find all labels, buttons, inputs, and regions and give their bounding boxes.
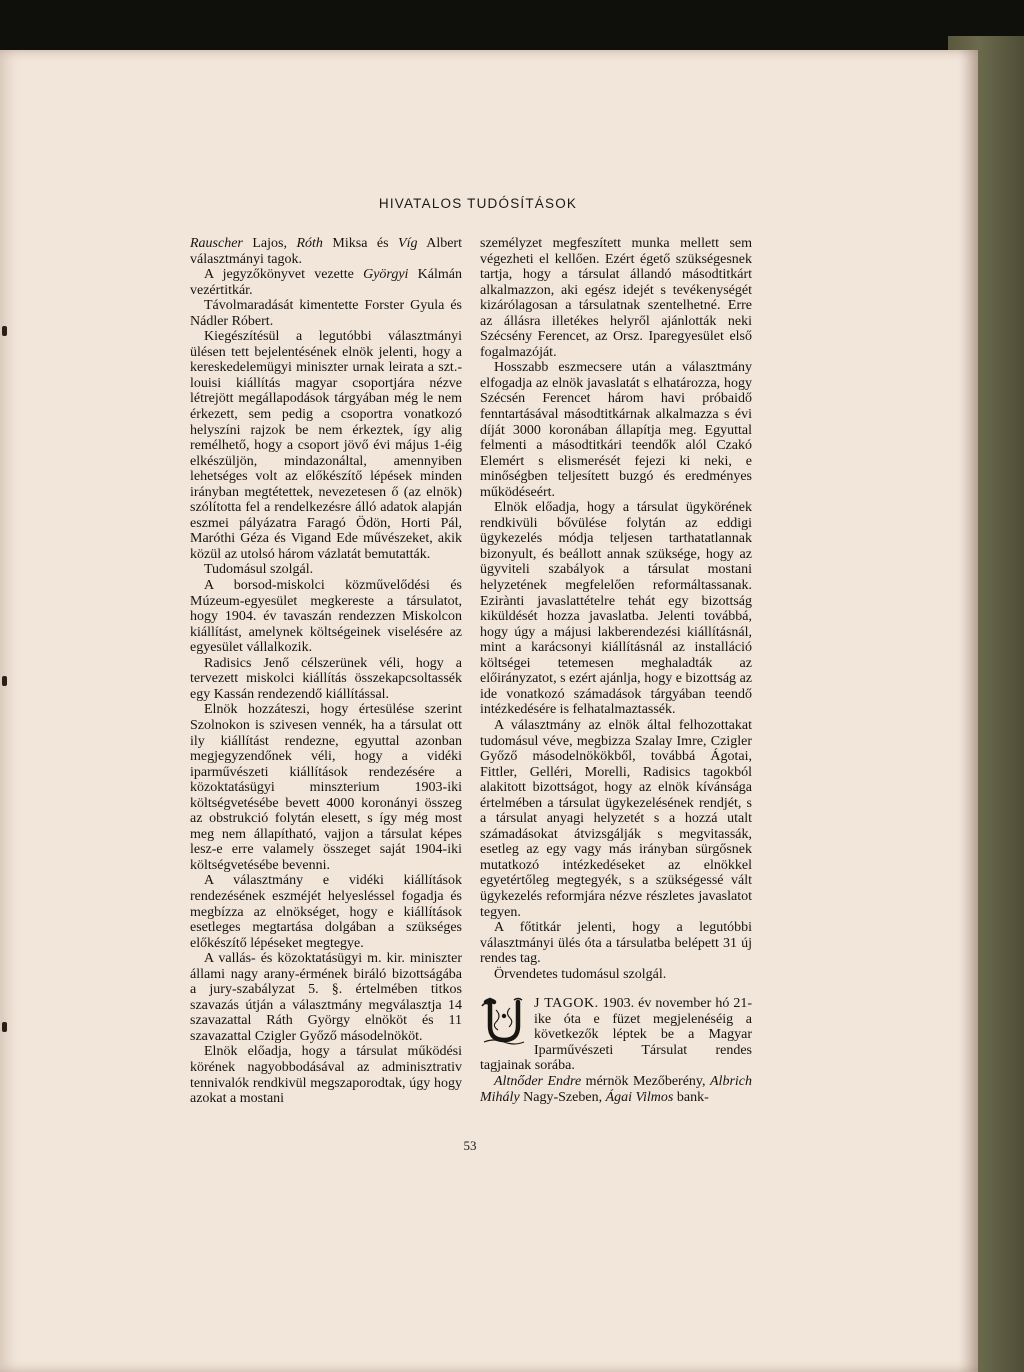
paragraph <box>190 236 462 267</box>
paragraph: Hosszabb eszmecsere után a választmány elfogadja az elnök javaslatát s elhatározza, hogy Szécsén Ferencet három havi próbaidő fenntartásával másodtitkárnak alkalmazza s évi díját 3000 koronában állapítja meg. Egyuttal felmenti a másodtitkári teendők alól Czakó Elemért s elismerését fejezi ki neki, e minőségben teljesített buzgó és eredményes működéseért. <box>480 360 752 500</box>
new-members-section <box>480 996 752 1074</box>
paragraph: Távolmaradását kimentette Forster Gyula és Nádler Róbert. <box>190 298 462 329</box>
person-name: Györgyi <box>363 267 409 283</box>
paragraph: A választmány e vidéki kiállítások rendezésének eszméjét helyesléssel fogadja és megbízza az elnökséget, hogy e kiállítások esetleges megtartása dolgában a szükséges előkészítő lépéseket megtegye. <box>190 873 462 951</box>
text-run: Miksa és <box>322 236 399 251</box>
text-run: Albert választmányi tagok. <box>190 236 462 267</box>
page-number: 53 <box>463 1138 477 1153</box>
paragraph: A főtitkár jelenti, hogy a legutóbbi választmányi ülés óta a társulatba belépett 31 új rendes tag. <box>480 920 752 967</box>
paragraph: Elnök előadja, hogy a társulat ügykörének rendkivüli bővülése folytán az eddigi ügykezelés módja teljesen tarthatatlannak bizonyult, és beállott annak szüksége, hogy az ügyviteli szabályok a társulat mostani helyzetének megfelelően reformáltassanak. Ezirànti javaslattételre tehát egy bizottság kiküldését hozza javaslatba. Jelenti továbbá, hogy úgy a májusi lakberendezési kiállításnál, mint a karácsonyi kiállításnál az installáció költségei tetemesen meghaladták az előirányzatot, s ezért ajánlja, hogy e bizottság az ide vonatkozó számadások tárgyában teendő intézkedésére is felhatalmaztassék. <box>480 500 752 718</box>
person-name: Altnőder Endre <box>494 1073 582 1089</box>
paragraph <box>190 267 462 298</box>
person-name: Rauscher <box>190 236 243 251</box>
margin-mark <box>2 676 7 686</box>
person-name: Albrich Mihály <box>480 1073 752 1105</box>
text-run: Kálmán vezértitkár. <box>190 267 462 298</box>
text-run: Nagy-Szeben, <box>519 1089 606 1105</box>
person-name: Róth <box>296 236 323 251</box>
paragraph: A borsod-miskolci közművelődési és Múzeum-egyesület megkereste a társulatot, hogy 1904. év tavaszán rendezzen Miskolcon kiállítást, amelynek költségeinek viselésére az egyesület vállalkozik. <box>190 578 462 656</box>
section-title: J TAGOK. <box>534 996 599 1012</box>
person-name: Víg <box>398 236 418 251</box>
running-head: HIVATALOS TUDÓSÍTÁSOK <box>378 196 578 211</box>
text-run: mérnök Mezőberény, <box>581 1073 710 1089</box>
text-run: bank- <box>673 1089 709 1105</box>
paragraph: Elnök előadja, hogy a társulat működési körének nagyobbodásával az adminisztrativ tennivalók rendkivül megszaporodtak, úgy hogy azokat a mostani <box>190 1044 462 1107</box>
paragraph: Elnök hozzáteszi, hogy értesülése szerint Szolnokon is szivesen vennék, ha a társulat ott ily kiállítást rendezne, egyuttal azonban megjegyzendőnek véli, hogy a vidéki iparművészeti kiállítások rendezésére a közoktatásügyi minszterium 1903-iki költségvetésébe bevett 4000 koronányi összeg az obstrukció folytán elesett, s így még most meg nem állapítható, vajjon a társulat képes lesz-e erre valamely összeget saját 1904-iki költségvetésébe bevenni. <box>190 702 462 873</box>
margin-mark <box>2 326 7 336</box>
paragraph: Radisics Jenő célszerünek véli, hogy a tervezett miskolci kiállítás összekapcsoltassék egy Kassán rendezendő kiállítással. <box>190 655 462 702</box>
text-run: 1903. év november hó 21-ike óta e füzet megjelenéséig a következők léptek be a Magyar Iparművészeti Társulat rendes tagjainak sorába. <box>480 996 752 1074</box>
person-name: Ágai Vilmos <box>605 1089 674 1105</box>
text-run: A jegyzőkönyvet vezette <box>204 267 364 283</box>
margin-mark <box>2 1022 7 1032</box>
members-list <box>480 1074 752 1105</box>
right-column <box>480 236 752 1105</box>
gutter-shadow <box>958 50 978 1372</box>
text-run: Lajos, <box>242 236 297 251</box>
paragraph: Kiegészítésül a legutóbbi választmányi ülésen tett bejelentésének elnök jelenti, hogy a kereskedelemügyi miniszter urnak leirata a szt.-louisi kiállítás magyar csoportjára nézve létrejött megállapodások tárgyában még le nem érkezett, sem pedig a csoportra vonatkozó helyszíni rajzok be nem érkeztek, így alig remélhető, hogy a csoport jövő évi május 1-éig elkészüljön, mindazonáltal, amennyiben lehetséges volt az előkészítő lépések minden irányban megtétettek, nevezetesen ő (az elnök) szólította fel a rendelkezésre álló adatok alapján eszmei pályázatra Faragó Ödön, Horti Pál, Maróthi Géza és Vigand Ede művészeket, akik közül az utolsó három vázlatát bemutatták. <box>190 329 462 562</box>
paragraph: A vallás- és közoktatásügyi m. kir. miniszter állami nagy arany-érmének biráló bizottságába a jury-szabályzat 5. §. értelmében titkos szavazás útján a választmány megválasztja 14 szavazattal Ráth György elnököt és 11 szavazattal Czigler Győző másodelnököt. <box>190 951 462 1044</box>
paragraph: Örvendetes tudomásul szolgál. <box>494 966 667 982</box>
paragraph: Tudomásul szolgál. <box>204 562 314 578</box>
ornamental-initial-u-icon <box>480 996 530 1046</box>
paragraph: A választmány az elnök által felhozottakat tudomásul véve, megbizza Szalay Imre, Czigler Győző másodelnökökből, továbbá Ágotai, Fittler, Gelléri, Morelli, Radisics tagokból alakitott bizottságot, hogy az elnök kívánsága értelmében a társulat ügykezelésének rendjét, s a társulat anyagi helyzetét s a hozzá utalt számadásokat átvizsgálják s megvitassák, esetleg az egy vagy más irányban sürgősnek mutatkozó intézkedéseket az elnökkel egyetértőleg megtegyék, s a szükségessé vált ügykezelés reformjára nézve részletes javaslatot tegyen. <box>480 717 752 920</box>
left-column <box>190 236 462 1107</box>
paragraph: személyzet megfeszített munka mellett sem végezheti el kellően. Ezért égető szükségesnek tartja, hogy a társulat állandó másodtitkárt alkalmazzon, aki egész idejét s tevékenységét kizárólagosan a társulatnak szentelhetné. Erre az állásra illetékes helyről ajánlották neki Szécsény Ferencet, az Orsz. Iparegyesület első fogalmazóját. <box>480 236 752 360</box>
